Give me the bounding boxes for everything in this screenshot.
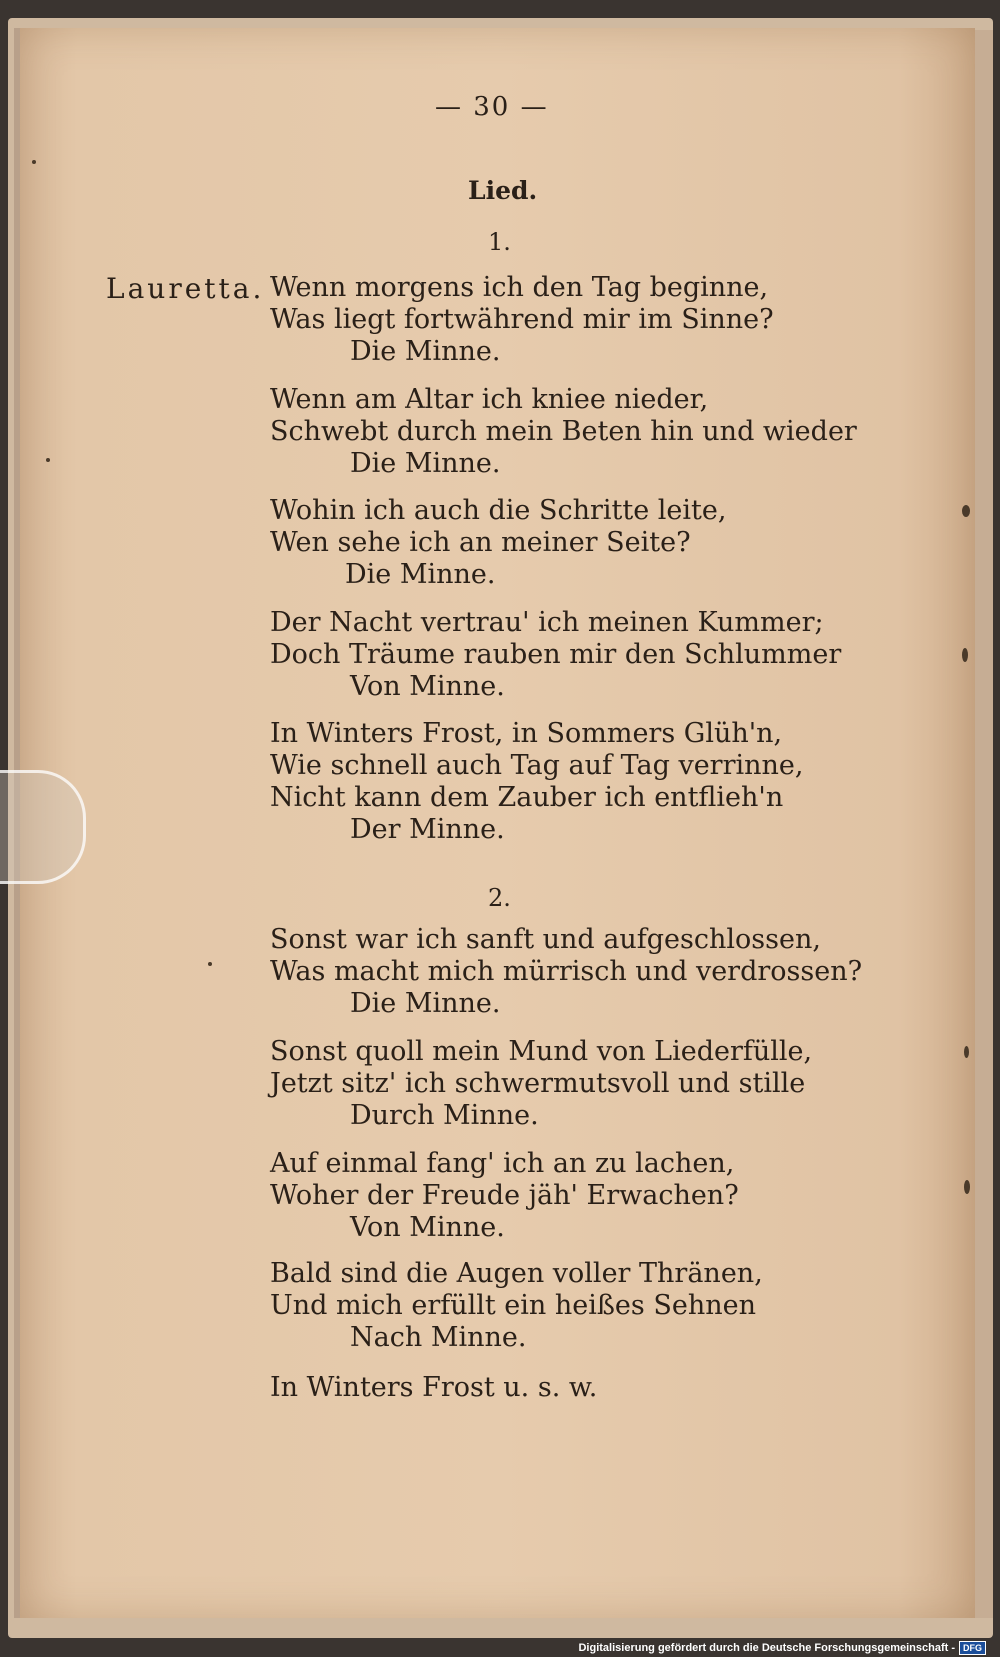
poem-title: Lied. [468, 176, 538, 205]
verse-line: Und mich erfüllt ein heißes Sehnen [270, 1290, 756, 1321]
verse-line: Sonst quoll mein Mund von Liederfülle, [270, 1036, 813, 1067]
speck [208, 962, 212, 966]
speck [962, 648, 968, 662]
page-edge [975, 30, 993, 1618]
verse-line: Woher der Freude jäh' Erwachen? [270, 1180, 739, 1211]
verse-line: Wohin ich auch die Schritte leite, [270, 495, 727, 526]
verse-line: Wie schnell auch Tag auf Tag verrinne, [270, 750, 804, 781]
verse-line: Wen sehe ich an meiner Seite? [270, 527, 691, 558]
verse-line: Jetzt sitz' ich schwermutsvoll und stille [270, 1068, 806, 1099]
speck [964, 1180, 970, 1194]
page-clip [0, 770, 86, 884]
speck [46, 458, 50, 462]
speck [32, 160, 36, 164]
verse-line: Wenn am Altar ich kniee nieder, [270, 384, 709, 415]
verse-refrain: Die Minne. [350, 988, 501, 1019]
verse-line: Doch Träume rauben mir den Schlummer [270, 639, 842, 670]
verse-refrain: Die Minne. [350, 448, 501, 479]
digitization-credit [578, 1639, 986, 1657]
speck [962, 505, 970, 517]
verse-line: Auf einmal fang' ich an zu lachen, [270, 1148, 735, 1179]
verse-line: In Winters Frost, in Sommers Glüh'n, [270, 718, 783, 749]
verse-refrain: Die Minne. [345, 559, 496, 590]
verse-refrain: Die Minne. [350, 336, 501, 367]
verse-line: Der Nacht vertrau' ich meinen Kummer; [270, 607, 824, 638]
speck [964, 1046, 969, 1058]
verse-refrain: Der Minne. [350, 814, 505, 845]
verse-line: Nicht kann dem Zauber ich entflieh'n [270, 782, 784, 813]
verse-refrain: Von Minne. [350, 671, 505, 702]
verse-refrain: Durch Minne. [350, 1100, 539, 1131]
speaker-name: Lauretta. [106, 272, 265, 305]
section-number: 1. [488, 228, 511, 256]
verse-line: In Winters Frost u. s. w. [270, 1372, 598, 1403]
verse-line: Was liegt fortwährend mir im Sinne? [270, 304, 774, 335]
verse-line: Wenn morgens ich den Tag beginne, [270, 272, 769, 303]
page-number: — 30 — [435, 92, 549, 122]
section-number: 2. [488, 884, 511, 912]
verse-line: Sonst war ich sanft und aufgeschlossen, [270, 924, 821, 955]
dfg-logo-icon: DFG [959, 1641, 986, 1655]
verse-line: Schwebt durch mein Beten hin und wieder [270, 416, 857, 447]
verse-refrain: Nach Minne. [350, 1322, 527, 1353]
verse-line: Bald sind die Augen voller Thränen, [270, 1258, 763, 1289]
verse-refrain: Von Minne. [350, 1212, 505, 1243]
credit-text: Digitalisierung gefördert durch die Deutsche Forschungsgemeinschaft - [578, 1642, 955, 1654]
verse-line: Was macht mich mürrisch und verdrossen? [270, 956, 863, 987]
